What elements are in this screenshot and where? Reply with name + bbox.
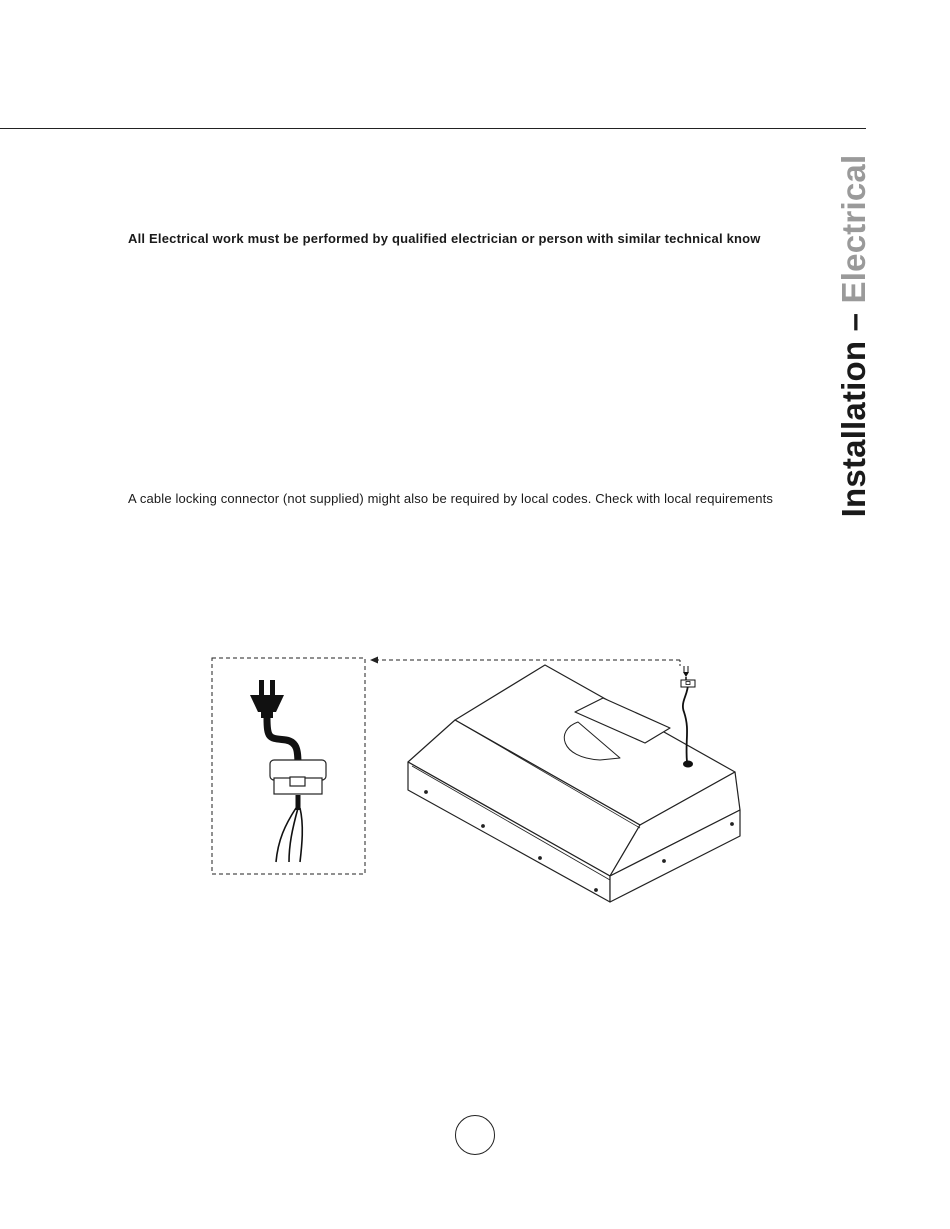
section-title (835, 155, 873, 518)
section-title-main: Installation – (835, 312, 872, 518)
installation-diagram (200, 640, 760, 910)
section-title-sub: Electrical (835, 154, 872, 304)
cable-connector-icon (270, 760, 326, 862)
header-rule (0, 128, 866, 129)
leader-arrow (370, 657, 680, 667)
page-number-circle (455, 1115, 495, 1155)
power-plug-icon (250, 680, 298, 768)
electrical-warning-text: All Electrical work must be performed by qualified electrician or person with similar technical know (128, 231, 761, 246)
range-hood-icon (408, 665, 740, 902)
cable-connector-note: A cable locking connector (not supplied) might also be required by local codes. Check with local requirements (128, 491, 774, 506)
